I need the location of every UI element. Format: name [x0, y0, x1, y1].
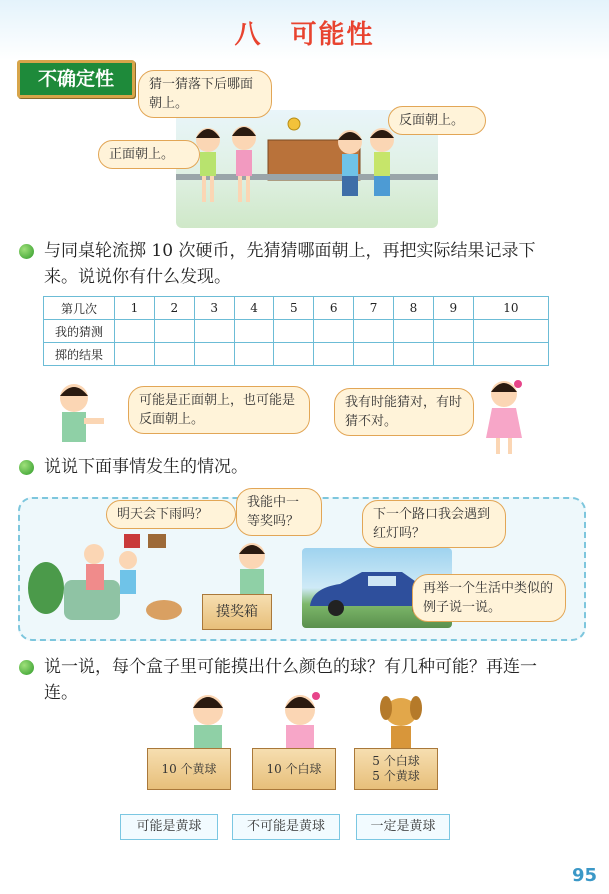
- row-label-result: 掷的结果: [44, 343, 115, 366]
- table-cell[interactable]: [433, 343, 473, 366]
- speech-bubble-red-light: 下一个路口我会遇到红灯吗？: [362, 500, 506, 548]
- table-col-header: 1: [115, 297, 155, 320]
- living-room-scene: [24, 530, 194, 630]
- page-number: 95: [571, 865, 597, 886]
- dog-figure: [376, 686, 426, 750]
- ball-box-1: 10 个黄球: [147, 748, 231, 790]
- table-col-header: 3: [194, 297, 234, 320]
- boy-figure-2: [370, 128, 394, 196]
- table-col-header: 5: [274, 297, 314, 320]
- table-col-header: 2: [154, 297, 194, 320]
- speech-bubble-guess: 猜一猜落下后哪面朝上。: [138, 70, 272, 118]
- chapter-title: [0, 14, 609, 51]
- answer-option-certain[interactable]: 一定是黄球: [356, 814, 450, 840]
- girl-figure-1: [196, 128, 220, 202]
- table-cell[interactable]: [234, 343, 274, 366]
- table-col-header: 10: [473, 297, 548, 320]
- table-cell[interactable]: [194, 320, 234, 343]
- table-cell[interactable]: [354, 320, 394, 343]
- girl-figure-2: [232, 126, 256, 202]
- table-cell[interactable]: [394, 320, 434, 343]
- table-cell[interactable]: [433, 320, 473, 343]
- table-row-guess: [44, 320, 549, 343]
- table-cell[interactable]: [274, 320, 314, 343]
- boy-figure-4: [228, 538, 278, 596]
- table-cell[interactable]: [314, 343, 354, 366]
- question-2-text: 说说下面事情发生的情况。: [44, 457, 248, 477]
- table-header-label: 第几次: [44, 297, 115, 320]
- table-row-result: [44, 343, 549, 366]
- answer-option-impossible[interactable]: 不可能是黄球: [232, 814, 340, 840]
- girl-figure-4: [272, 686, 332, 750]
- table-cell[interactable]: [115, 320, 155, 343]
- speech-bubble-heads: 正面朝上。: [98, 140, 200, 169]
- boy-figure-3: [44, 378, 110, 448]
- section-tag: 不确定性: [17, 60, 135, 98]
- table-cell[interactable]: [154, 320, 194, 343]
- question-1-text: 与同桌轮流掷 10 次硬币，先猜猜哪面朝上，再把实际结果记录下来。说说你有什么发现。: [44, 241, 536, 287]
- table-col-header: 9: [433, 297, 473, 320]
- speech-bubble-guess-right: 我有时能猜对，有时猜不对。: [334, 388, 474, 436]
- table-col-header: 8: [394, 297, 434, 320]
- girl-figure-3: [478, 376, 530, 456]
- speech-bubble-example: 再举一个生活中类似的例子说一说。: [412, 574, 566, 622]
- table-cell[interactable]: [473, 343, 548, 366]
- ball-box-3: 5 个白球 5 个黄球: [354, 748, 438, 790]
- table-col-header: 7: [354, 297, 394, 320]
- speech-bubble-prize: 我能中一等奖吗？: [236, 488, 322, 536]
- table-cell[interactable]: [234, 320, 274, 343]
- table-cell[interactable]: [394, 343, 434, 366]
- table-col-header: 4: [234, 297, 274, 320]
- chapter-number: 八: [234, 20, 263, 50]
- table-cell[interactable]: [274, 343, 314, 366]
- table-col-header: 6: [314, 297, 354, 320]
- speech-bubble-tails: 反面朝上。: [388, 106, 486, 135]
- table-cell[interactable]: [314, 320, 354, 343]
- answer-option-possible[interactable]: 可能是黄球: [120, 814, 218, 840]
- boy-figure-5: [180, 688, 240, 750]
- question-3-text: 说一说，每个盒子里可能摸出什么颜色的球？有几种可能？再连一连。: [44, 657, 537, 703]
- table-cell[interactable]: [473, 320, 548, 343]
- table-header-row: [44, 297, 549, 320]
- bullet-icon: [19, 460, 34, 475]
- table-cell[interactable]: [194, 343, 234, 366]
- bullet-icon: [19, 244, 34, 259]
- coin-icon: [288, 118, 300, 130]
- coin-record-table: [43, 296, 549, 366]
- ball-box-2: 10 个白球: [252, 748, 336, 790]
- table-cell[interactable]: [115, 343, 155, 366]
- prize-box: 摸奖箱: [202, 594, 272, 630]
- row-label-guess: 我的猜测: [44, 320, 115, 343]
- table-cell[interactable]: [154, 343, 194, 366]
- speech-bubble-possible: 可能是正面朝上，也可能是反面朝上。: [128, 386, 310, 434]
- speech-bubble-rain: 明天会下雨吗？: [106, 500, 236, 529]
- table-cell[interactable]: [354, 343, 394, 366]
- chapter-title-text: 可能性: [290, 20, 375, 50]
- bullet-icon: [19, 660, 34, 675]
